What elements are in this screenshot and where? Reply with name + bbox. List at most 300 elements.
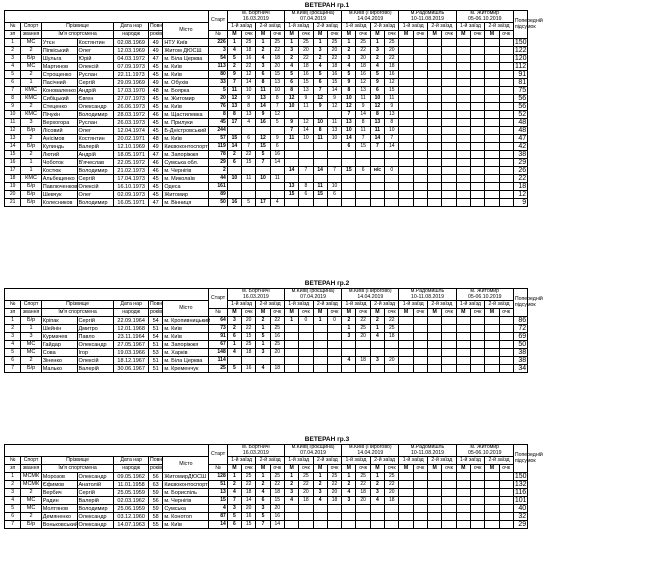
row-empty xyxy=(428,39,442,47)
header-dob: Дата нар xyxy=(114,23,149,31)
row-dob: 26.06.1973 xyxy=(114,103,149,111)
stage-place: м.Київ (Пирогово) xyxy=(348,444,392,450)
header-age: Повн xyxy=(150,22,163,29)
row-points: 22 xyxy=(385,317,399,325)
row-firstname: Дмитро xyxy=(77,325,114,333)
row-empty xyxy=(485,199,499,207)
row-firstname: Олександр xyxy=(77,103,114,111)
row-total: 56 xyxy=(513,95,527,103)
row-dob: 18.12.1967 xyxy=(114,357,149,365)
table-row xyxy=(5,119,650,127)
row-empty xyxy=(470,47,484,55)
row-firstname: Сергій xyxy=(77,317,114,325)
row-points xyxy=(385,191,399,199)
row-points: 15 xyxy=(242,159,256,167)
row-age: 45 xyxy=(149,71,163,79)
row-place: 5 xyxy=(370,71,384,79)
row-empty xyxy=(456,505,470,513)
row-start: 148 xyxy=(209,349,227,357)
row-points: 22 xyxy=(385,55,399,63)
row-points: 22 xyxy=(356,317,370,325)
row-start: 114 xyxy=(209,357,227,365)
row-empty xyxy=(499,135,513,143)
row-place: 1 xyxy=(284,317,298,325)
row-empty xyxy=(470,103,484,111)
row-age: 45 xyxy=(149,119,163,127)
row-empty xyxy=(470,473,484,481)
row-points: 8 xyxy=(299,183,313,191)
row-surname: Лісовий xyxy=(41,127,77,135)
row-place xyxy=(284,175,298,183)
header-place: М xyxy=(428,31,442,39)
header-race-2: 2-й заїзд xyxy=(428,23,457,31)
row-empty xyxy=(485,489,499,497)
row-points xyxy=(270,127,284,135)
row-surname: Строщенко xyxy=(41,71,77,79)
row-empty xyxy=(499,87,513,95)
row-empty xyxy=(442,473,456,481)
header-race-2: 2-й заїзд xyxy=(428,457,457,465)
row-empty xyxy=(399,95,413,103)
row-empty xyxy=(470,119,484,127)
row-points: 22 xyxy=(356,481,370,489)
row-points xyxy=(356,175,370,183)
row-dob: 18.05.1971 xyxy=(114,151,149,159)
row-place xyxy=(342,513,356,521)
row-place: 12 xyxy=(256,135,270,143)
row-empty xyxy=(399,79,413,87)
row-points xyxy=(356,341,370,349)
row-empty xyxy=(399,497,413,505)
row-surname: Мартинов xyxy=(41,63,77,71)
row-empty xyxy=(442,71,456,79)
row-empty xyxy=(499,175,513,183)
row-points: 22 xyxy=(270,47,284,55)
stage-date: 07.04.2019 xyxy=(300,449,327,456)
row-empty xyxy=(428,167,442,175)
row-points: 18 xyxy=(299,63,313,71)
row-place xyxy=(313,365,327,373)
row-empty xyxy=(442,151,456,159)
header-race-2: 2-й заїзд xyxy=(370,457,399,465)
row-empty xyxy=(485,473,499,481)
row-age: 49 xyxy=(149,47,163,55)
row-firstname: Олексій xyxy=(77,63,114,71)
stage-place: м. Бортничі xyxy=(242,288,270,294)
row-dob: 12.04.1974 xyxy=(114,127,149,135)
table-row xyxy=(5,39,650,47)
row-city: м. Чернігів xyxy=(163,497,209,505)
row-place xyxy=(284,325,298,333)
row-empty xyxy=(399,473,413,481)
row-empty xyxy=(485,119,499,127)
row-points xyxy=(299,333,313,341)
row-place: 3 xyxy=(227,505,241,513)
row-rank: Б/р xyxy=(21,127,41,135)
header-points: очк xyxy=(385,309,399,317)
row-place: 7 xyxy=(256,159,270,167)
row-empty xyxy=(399,175,413,183)
row-place: 2 xyxy=(370,55,384,63)
row-number: 3 xyxy=(5,55,21,63)
row-number: 5 xyxy=(5,71,21,79)
row-empty xyxy=(413,325,427,333)
stage-header xyxy=(284,445,341,457)
row-place: 5 xyxy=(256,333,270,341)
row-points: 20 xyxy=(356,497,370,505)
row-place: 2 xyxy=(284,481,298,489)
row-place: 3 xyxy=(256,505,270,513)
row-points: 20 xyxy=(242,317,256,325)
row-place xyxy=(227,191,241,199)
row-place: 12 xyxy=(370,103,384,111)
row-place: 15 xyxy=(284,191,298,199)
row-age: 56 xyxy=(149,497,163,505)
row-points: 25 xyxy=(356,39,370,47)
row-firstname: Юрій xyxy=(77,55,114,63)
row-empty xyxy=(470,135,484,143)
row-points: 16 xyxy=(385,71,399,79)
row-points: 4 xyxy=(242,119,256,127)
header-place: М xyxy=(428,309,442,317)
row-empty xyxy=(442,505,456,513)
row-empty xyxy=(399,47,413,55)
row-city: Києвоконтоспорт xyxy=(164,481,208,488)
row-empty xyxy=(442,365,456,373)
row-empty xyxy=(470,95,484,103)
row-surname: Шевчук xyxy=(41,191,77,199)
stage-place: м.Київ (Пирогово) xyxy=(348,288,392,294)
header-race-2: 2-й заїзд xyxy=(313,457,342,465)
row-empty xyxy=(499,47,513,55)
row-total: 132 xyxy=(514,480,527,488)
row-dob: 17.04.1973 xyxy=(114,175,149,183)
row-place: 8 xyxy=(227,111,241,119)
stage-date: 10-11.08.2019 xyxy=(410,293,445,300)
row-points: 20 xyxy=(385,489,399,497)
row-start: 80 xyxy=(209,71,227,79)
row-place: 11 xyxy=(313,183,327,191)
row-total: 150 xyxy=(514,38,527,46)
row-dob: 07.09.1973 xyxy=(114,63,149,71)
row-points: 14 xyxy=(270,159,284,167)
row-city: м. Чернігів xyxy=(163,167,209,175)
row-start: 244 xyxy=(209,127,227,135)
row-points xyxy=(356,159,370,167)
row-start: 226 xyxy=(209,39,227,47)
row-place xyxy=(284,159,298,167)
row-points: 13 xyxy=(385,111,399,119)
row-firstname: Володимир xyxy=(77,199,114,207)
row-place: 14 xyxy=(227,143,241,151)
row-points: 16 xyxy=(356,71,370,79)
row-points xyxy=(356,505,370,513)
row-points: 9 xyxy=(242,95,256,103)
row-empty xyxy=(499,489,513,497)
row-surname: Лютий xyxy=(41,151,77,159)
header-race-1: 1-й заїзд xyxy=(456,23,485,31)
row-empty xyxy=(399,489,413,497)
row-surname: Кулиндь xyxy=(41,143,77,151)
row-surname: Малько xyxy=(41,365,77,373)
table-row xyxy=(5,341,650,349)
row-points: 10 xyxy=(327,183,341,191)
row-empty xyxy=(442,513,456,521)
row-place: 5 xyxy=(313,71,327,79)
stage-place: м.Київ(Троєщина) xyxy=(291,444,335,450)
row-empty xyxy=(499,79,513,87)
row-place: 7 xyxy=(227,79,241,87)
row-total: 69 xyxy=(513,333,527,341)
row-empty xyxy=(456,199,470,207)
header-no: № xyxy=(5,301,21,309)
row-surname: Шульга xyxy=(41,55,77,63)
row-points: 25 xyxy=(270,325,284,333)
row-place: 10 xyxy=(313,119,327,127)
row-empty xyxy=(485,151,499,159)
row-place xyxy=(227,167,241,175)
row-start: 50 xyxy=(209,199,227,207)
row-place: 1 xyxy=(227,473,241,481)
row-empty xyxy=(499,119,513,127)
row-points: 0 xyxy=(385,167,399,175)
row-number: 15 xyxy=(5,151,21,159)
row-rank: Б/р xyxy=(21,143,41,151)
row-points: 11 xyxy=(242,175,256,183)
row-place: 2 xyxy=(227,63,241,71)
row-empty xyxy=(470,71,484,79)
row-age: 58 xyxy=(149,513,163,521)
row-age: 45 xyxy=(149,95,163,103)
row-empty xyxy=(428,521,442,529)
row-place xyxy=(284,341,298,349)
row-empty xyxy=(470,151,484,159)
row-points xyxy=(385,199,399,207)
row-place: 9 xyxy=(284,119,298,127)
row-city: м. Обухів xyxy=(163,79,209,87)
row-place xyxy=(284,333,298,341)
row-points: 18 xyxy=(385,63,399,71)
row-place: 10 xyxy=(342,127,356,135)
row-points xyxy=(299,341,313,349)
header-place: М xyxy=(428,465,442,473)
row-rank: 1 xyxy=(21,79,41,87)
results-table xyxy=(4,444,650,529)
row-place: 3 xyxy=(313,47,327,55)
row-empty xyxy=(413,365,427,373)
row-empty xyxy=(499,63,513,71)
row-total: 120 xyxy=(514,54,527,62)
row-empty xyxy=(442,521,456,529)
row-firstname: Олег xyxy=(77,191,114,199)
row-empty xyxy=(470,341,484,349)
row-points: 20 xyxy=(299,47,313,55)
header-place: М xyxy=(399,309,413,317)
row-points xyxy=(299,325,313,333)
table-row xyxy=(5,95,650,103)
row-empty xyxy=(485,95,499,103)
header-points: очк xyxy=(356,465,370,473)
row-place: 11 xyxy=(370,127,384,135)
row-start: 78 xyxy=(209,151,227,159)
row-place: 4 xyxy=(313,497,327,505)
row-empty xyxy=(428,119,442,127)
row-empty xyxy=(470,489,484,497)
row-city: м. Київ xyxy=(163,71,209,79)
row-points xyxy=(356,521,370,529)
row-points xyxy=(385,175,399,183)
row-place: 7 xyxy=(342,111,356,119)
row-points: 12 xyxy=(327,103,341,111)
row-empty xyxy=(399,71,413,79)
row-empty xyxy=(399,55,413,63)
row-empty xyxy=(456,47,470,55)
row-city: м. Київ xyxy=(163,325,209,333)
row-points xyxy=(385,521,399,529)
table-row xyxy=(5,71,650,79)
row-points: 18 xyxy=(270,55,284,63)
row-age: 54 xyxy=(149,317,163,325)
row-empty xyxy=(456,175,470,183)
row-points: 18 xyxy=(327,497,341,505)
row-age: 45 xyxy=(149,103,163,111)
header-race-1: 1-й заїзд xyxy=(227,301,256,309)
row-empty xyxy=(413,143,427,151)
header-place: М xyxy=(284,465,298,473)
row-points: 9 xyxy=(385,103,399,111)
row-place: 8 xyxy=(256,79,270,87)
row-empty xyxy=(413,103,427,111)
row-points: 16 xyxy=(270,151,284,159)
row-place xyxy=(313,325,327,333)
row-place xyxy=(284,521,298,529)
header-place: М xyxy=(399,465,413,473)
row-place: 16 xyxy=(227,199,241,207)
row-empty xyxy=(442,357,456,365)
row-total: 56 xyxy=(513,103,527,111)
row-place: 14 xyxy=(284,167,298,175)
stage-date: 14.04.2019 xyxy=(357,449,384,456)
row-place xyxy=(342,183,356,191)
row-rank: 2 xyxy=(21,71,41,79)
row-age: 56 xyxy=(149,473,163,481)
stage-place: м. Бортничі xyxy=(242,10,270,16)
row-place: 9 xyxy=(313,103,327,111)
stage-date: 16.03.2019 xyxy=(242,449,269,456)
header-points: очк xyxy=(499,309,513,317)
table-row xyxy=(5,143,650,151)
header-points: очк xyxy=(299,465,313,473)
row-surname: Верхогора xyxy=(41,119,77,127)
row-place xyxy=(370,349,384,357)
row-points: 8 xyxy=(270,95,284,103)
row-empty xyxy=(456,521,470,529)
row-points: 18 xyxy=(299,497,313,505)
row-firstname: Євген xyxy=(77,95,114,103)
row-points: 4 xyxy=(270,199,284,207)
row-points: 7 xyxy=(356,135,370,143)
row-points xyxy=(242,127,256,135)
row-firstname: Руслан xyxy=(77,71,114,79)
row-points xyxy=(299,175,313,183)
row-surname: Альбещенко xyxy=(41,175,77,183)
row-empty xyxy=(413,175,427,183)
row-empty xyxy=(428,349,442,357)
row-empty xyxy=(413,151,427,159)
header-rank: Спорт xyxy=(21,301,41,309)
row-empty xyxy=(456,63,470,71)
row-age: 45 xyxy=(149,63,163,71)
row-city: м. Конотоп xyxy=(163,513,209,521)
stage-date: 07.04.2019 xyxy=(300,293,327,300)
row-place: 9 xyxy=(227,71,241,79)
header-final-line1: Попередній xyxy=(514,452,543,458)
row-empty xyxy=(413,47,427,55)
row-empty xyxy=(428,473,442,481)
row-place: 4 xyxy=(370,497,384,505)
row-points xyxy=(299,365,313,373)
row-place: 4 xyxy=(370,333,384,341)
row-empty xyxy=(428,489,442,497)
row-place xyxy=(370,175,384,183)
row-empty xyxy=(485,317,499,325)
row-firstname: Руслан xyxy=(77,119,114,127)
header-final xyxy=(513,11,543,39)
row-points: 6 xyxy=(242,135,256,143)
row-number: 5 xyxy=(5,349,21,357)
row-age: 49 xyxy=(149,143,163,151)
row-rank: МС xyxy=(21,505,41,513)
row-firstname: Володимир xyxy=(77,111,114,119)
header-race-1: 1-й заїзд xyxy=(342,301,371,309)
row-total: 38 xyxy=(513,151,527,159)
row-total: 12 xyxy=(513,191,527,199)
row-total: 91 xyxy=(513,71,527,79)
row-empty xyxy=(413,95,427,103)
row-place xyxy=(370,521,384,529)
row-age: 49 xyxy=(149,79,163,87)
row-points xyxy=(242,357,256,365)
row-place: 11 xyxy=(284,135,298,143)
row-total: 81 xyxy=(513,79,527,87)
header-race-2: 2-й заїзд xyxy=(370,301,399,309)
header-name-sub: Ім'я спортсмена xyxy=(41,465,114,473)
row-empty xyxy=(442,489,456,497)
row-points: 15 xyxy=(270,71,284,79)
row-city: Б-Дністровський xyxy=(163,127,209,135)
row-empty xyxy=(499,167,513,175)
row-place xyxy=(256,127,270,135)
header-start-sub: № xyxy=(209,465,227,473)
stage-header xyxy=(399,289,456,301)
header-points: очк xyxy=(299,309,313,317)
row-start: 14 xyxy=(209,521,227,529)
row-points: 22 xyxy=(299,481,313,489)
row-place: 3 xyxy=(342,55,356,63)
header-city: Місто xyxy=(163,457,209,473)
row-empty xyxy=(470,127,484,135)
row-points: 14 xyxy=(327,87,341,95)
row-empty xyxy=(456,151,470,159)
row-empty xyxy=(485,521,499,529)
row-empty xyxy=(442,55,456,63)
table-row xyxy=(5,183,650,191)
row-place xyxy=(256,167,270,175)
row-city: м. Київ xyxy=(163,103,209,111)
row-total: 122 xyxy=(514,46,527,54)
row-points xyxy=(356,513,370,521)
row-points: 0 xyxy=(327,317,341,325)
